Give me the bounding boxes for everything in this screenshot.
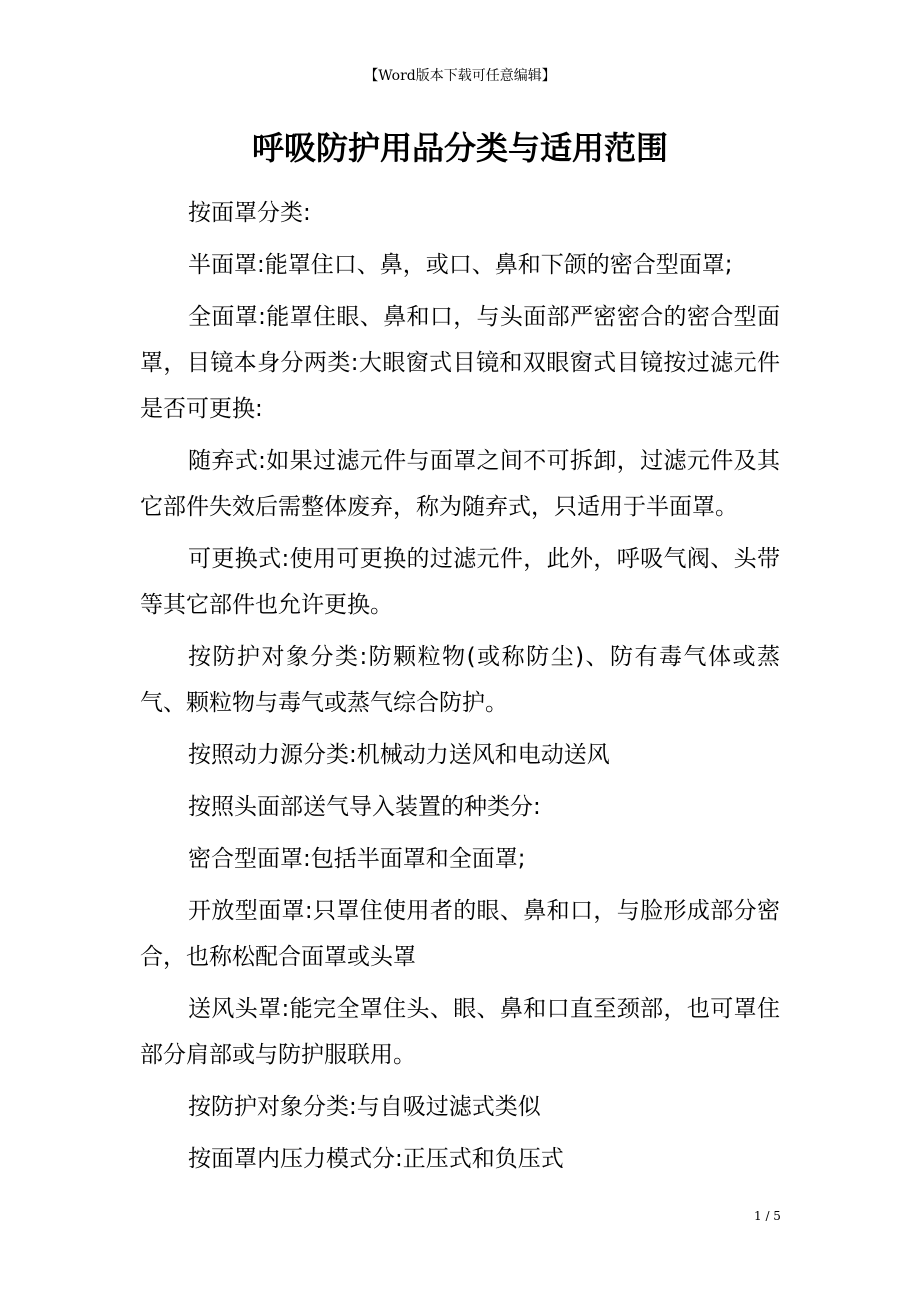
document-body [140,190,780,1188]
paragraph-protection-target: 按防护对象分类:防颗粒物(或称防尘)、防有毒气体或蒸气、颗粒物与毒气或蒸气综合防护。 [140,644,780,716]
paragraph-tight-fitting: 密合型面罩:包括半面罩和全面罩; [188,846,526,872]
paragraph-disposable: 随弃式:如果过滤元件与面罩之间不可拆卸，过滤元件及其它部件失效后需整体废弃，称为随弃式，只适用于半面罩。 [140,448,780,520]
paragraph-air-inlet-type: 按照头面部送气导入装置的种类分: [188,794,541,820]
page-number: 1 / 5 [754,1209,781,1223]
document-title: 呼吸防护用品分类与适用范围 [251,129,668,167]
paragraph-half-mask: 半面罩:能罩住口、鼻，或口、鼻和下颌的密合型面罩; [188,252,733,278]
paragraph-full-mask: 全面罩:能罩住眼、鼻和口，与头面部严密密合的密合型面罩，目镜本身分两类:大眼窗式目镜和双眼窗式目镜按过滤元件是否可更换: [140,304,780,422]
paragraph-power-source: 按照动力源分类:机械动力送风和电动送风 [188,742,610,768]
paragraph-replaceable: 可更换式:使用可更换的过滤元件，此外，呼吸气阀、头带等其它部件也允许更换。 [140,546,780,618]
paragraph-loose-fitting: 开放型面罩:只罩住使用者的眼、鼻和口，与脸形成部分密合，也称松配合面罩或头罩 [140,898,780,970]
paragraph-protection-target-2: 按防护对象分类:与自吸过滤式类似 [188,1094,541,1120]
paragraph-supplied-air-hood: 送风头罩:能完全罩住头、眼、鼻和口直至颈部，也可罩住部分肩部或与防护服联用。 [140,996,780,1068]
paragraph-pressure-mode: 按面罩内压力模式分:正压式和负压式 [188,1146,564,1172]
header-note: 【Word版本下载可任意编辑】 [364,68,556,84]
paragraph-mask-classification: 按面罩分类: [188,200,311,226]
